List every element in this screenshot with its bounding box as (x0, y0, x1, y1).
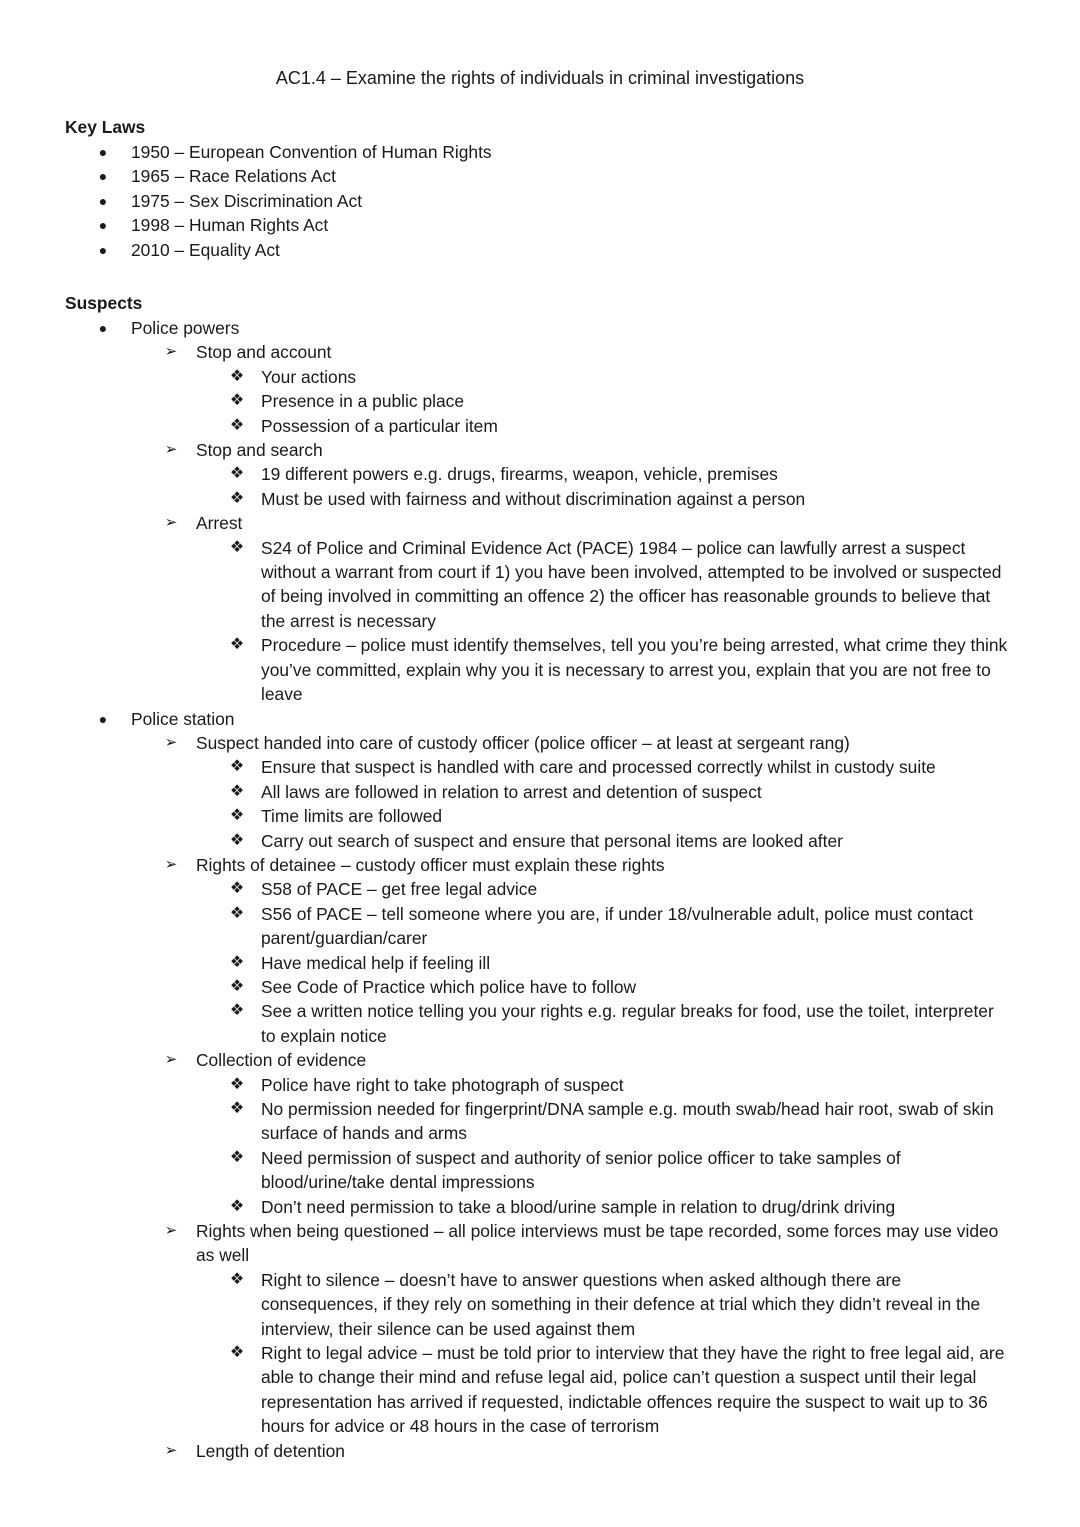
diamond-icon: ❖ (229, 538, 245, 556)
bullet-icon: ● (98, 241, 108, 258)
list-item: ❖ See Code of Practice which police have to follow (0, 975, 1080, 999)
list-item: ❖ No permission needed for fingerprint/DNA sample e.g. mouth swab/head hair root, swab of skin surface of hands and arms (0, 1097, 1080, 1146)
list-item-custody-officer: ➢ Suspect handed into care of custody officer (police officer – at least at sergeant rang) (0, 731, 1080, 755)
diamond-icon: ❖ (229, 758, 245, 776)
diamond-icon: ❖ (229, 465, 245, 483)
diamond-icon: ❖ (229, 367, 245, 385)
page-title: AC1.4 – Examine the rights of individuals in criminal investigations (275, 68, 805, 88)
list-item: ● 1965 – Race Relations Act (0, 164, 1080, 188)
diamond-icon: ❖ (229, 807, 245, 825)
arrow-icon: ➢ (164, 1051, 178, 1069)
list-item-stop-and-search: ➢ Stop and search (0, 438, 1080, 462)
list-item: ❖ Presence in a public place (0, 389, 1080, 413)
diamond-icon: ❖ (229, 1002, 245, 1020)
bullet-icon: ● (98, 320, 108, 336)
arrow-icon: ➢ (164, 855, 178, 873)
list-item-rights-of-detainee: ➢ Rights of detainee – custody officer must explain these rights (0, 853, 1080, 877)
bullet-icon: ● (98, 217, 108, 234)
list-item: ❖ Carry out search of suspect and ensure that personal items are looked after (0, 829, 1080, 853)
list-item-police-powers: ● Police powers (0, 316, 1080, 340)
diamond-icon: ❖ (229, 880, 245, 898)
bullet-icon: ● (98, 710, 108, 727)
arrow-icon: ➢ (164, 441, 178, 459)
list-item: ❖ S56 of PACE – tell someone where you are, if under 18/vulnerable adult, police must contact parent/guardian/carer (0, 902, 1080, 951)
list-item: ● 2010 – Equality Act (0, 238, 1080, 262)
arrow-icon: ➢ (164, 1441, 178, 1459)
key-laws-list (0, 140, 1080, 262)
list-item-collection-of-evidence: ➢ Collection of evidence (0, 1048, 1080, 1072)
list-item: ❖ See a written notice telling you your rights e.g. regular breaks for food, use the toilet, interpreter to explain notice (0, 999, 1080, 1048)
diamond-icon: ❖ (229, 977, 245, 995)
list-item: ● 1950 – European Convention of Human Rights (0, 140, 1080, 164)
diamond-icon: ❖ (229, 953, 245, 971)
list-item: ❖ Need permission of suspect and authority of senior police officer to take samples of blood/urine/take dental impressions (0, 1146, 1080, 1195)
list-item-rights-when-questioned: ➢ Rights when being questioned – all police interviews must be tape recorded, some forces may use video as well (0, 1219, 1080, 1268)
diamond-icon: ❖ (229, 489, 245, 507)
bullet-icon: ● (98, 192, 108, 209)
list-item: ❖ Have medical help if feeling ill (0, 951, 1080, 975)
diamond-icon: ❖ (229, 1197, 245, 1215)
list-item: ❖ S24 of Police and Criminal Evidence Act (PACE) 1984 – police can lawfully arrest a suspect without a warrant from court if 1) you have been involved, attempted to be involved or suspected of being involved in committing an offence 2) the officer has reasonable grounds to believe that the arrest is necessary (0, 536, 1080, 634)
list-item: ❖ Must be used with fairness and without discrimination against a person (0, 487, 1080, 511)
list-item: ❖ Your actions (0, 365, 1080, 389)
list-item-arrest: ➢ Arrest (0, 511, 1080, 535)
bullet-icon: ● (98, 144, 108, 160)
list-item: ❖ Right to silence – doesn’t have to answer questions when asked although there are consequences, if they rely on something in their defence at trial which they didn’t reveal in the interview, their silence can be used against them (0, 1268, 1080, 1341)
suspects-heading: Suspects (65, 293, 143, 313)
diamond-icon: ❖ (229, 636, 245, 654)
diamond-icon: ❖ (229, 904, 245, 922)
arrow-icon: ➢ (164, 514, 178, 532)
list-item: ❖ Right to legal advice – must be told prior to interview that they have the right to free legal aid, are able to change their mind and refuse legal aid, police can’t question a suspect until their legal representation has arrived if requested, indictable offences require the suspect to wait up to 36 hours for advice or 48 hours in the case of terrorism (0, 1341, 1080, 1439)
list-item: ❖ All laws are followed in relation to arrest and detention of suspect (0, 780, 1080, 804)
diamond-icon: ❖ (229, 1100, 245, 1117)
list-item: ❖ Police have right to take photograph of suspect (0, 1073, 1080, 1097)
key-laws-heading: Key Laws (65, 117, 146, 137)
list-item: ❖ Procedure – police must identify themselves, tell you you’re being arrested, what crime they think you’ve committed, explain why you it is necessary to arrest you, explain that you are not free to leave (0, 633, 1080, 706)
list-item: ● 1998 – Human Rights Act (0, 213, 1080, 237)
list-item-stop-and-account: ➢ Stop and account (0, 340, 1080, 364)
bullet-icon: ● (98, 168, 108, 185)
list-item-length-of-detention: ➢ Length of detention (0, 1439, 1080, 1463)
list-item: ❖ Possession of a particular item (0, 414, 1080, 438)
arrow-icon: ➢ (164, 343, 178, 361)
suspects-list (0, 316, 1080, 1463)
list-item: ❖ S58 of PACE – get free legal advice (0, 877, 1080, 901)
diamond-icon: ❖ (229, 416, 245, 434)
list-item: ❖ Don’t need permission to take a blood/urine sample in relation to drug/drink driving (0, 1195, 1080, 1219)
diamond-icon: ❖ (229, 1344, 245, 1362)
list-item: ❖ Ensure that suspect is handled with care and processed correctly whilst in custody suite (0, 755, 1080, 779)
diamond-icon: ❖ (229, 1270, 245, 1288)
list-item-police-station: ● Police station (0, 707, 1080, 731)
diamond-icon: ❖ (229, 831, 245, 849)
list-item: ● 1975 – Sex Discrimination Act (0, 189, 1080, 213)
diamond-icon: ❖ (229, 1148, 245, 1166)
list-item: ❖ Time limits are followed (0, 804, 1080, 828)
diamond-icon: ❖ (229, 1075, 245, 1093)
diamond-icon: ❖ (229, 392, 245, 410)
list-item: ❖ 19 different powers e.g. drugs, firearms, weapon, vehicle, premises (0, 462, 1080, 486)
arrow-icon: ➢ (164, 1222, 178, 1240)
diamond-icon: ❖ (229, 782, 245, 800)
arrow-icon: ➢ (164, 733, 178, 751)
